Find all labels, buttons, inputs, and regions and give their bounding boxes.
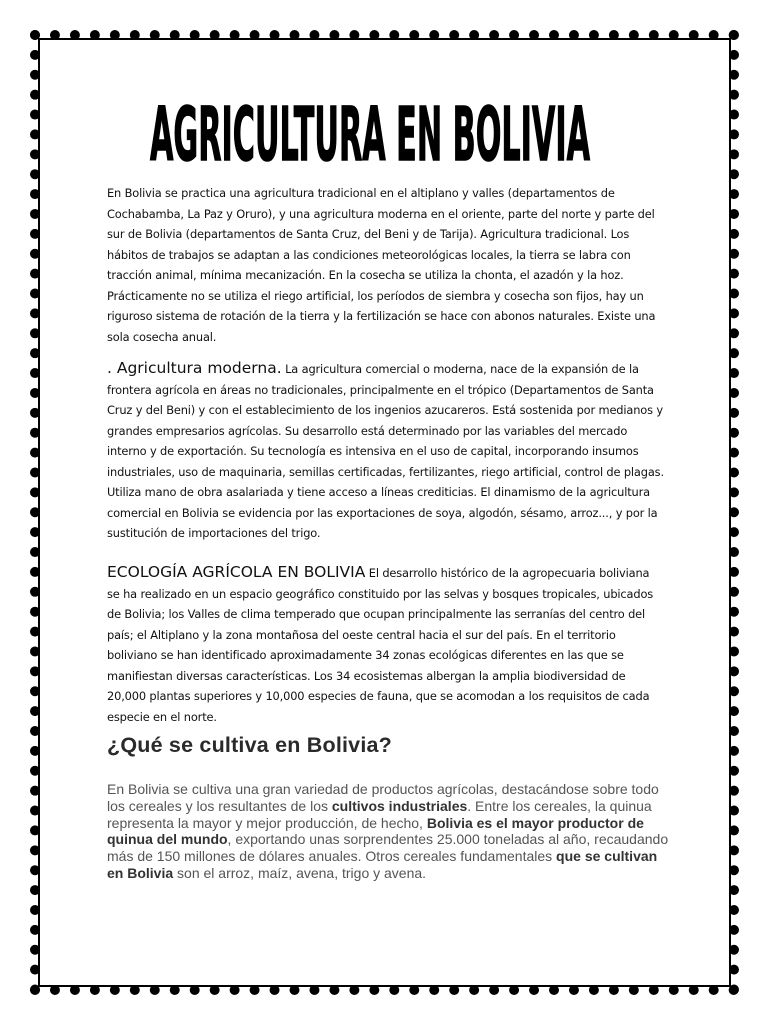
text-part: , exportando unas sorprendentes 25.000 toneladas al año, recaudando más de 150 millones de dólares anuales. Otros cereales fundamentales: [107, 831, 669, 865]
text-part: En Bolivia se cultiva una gran variedad de productos agrícolas, destacándose sobre todo los cereales y los resultantes de los: [107, 781, 659, 814]
heading-que-se-cultiva: ¿Qué se cultiva en Bolivia?: [107, 733, 392, 757]
paragraph-que-se-cultiva: [107, 781, 677, 882]
text-agricultura-moderna: La agricultura comercial o moderna, nace de la expansión de la frontera agrícola en áreas no tradicionales, principalmente en el trópico (Departamentos de Santa Cruz y del Beni) y con el establecimiento de los ingenios azucareros. Está sostenida por medianos y grandes empresarios agrícolas. Su desarrollo está determinado por las variables del mercado interno y de exportación. Su tecnología es intensiva en el uso de capital, incorporando insumos industriales, uso de maquinaria, semillas certificadas, fertilizantes, riego artificial, control de plagas. Utiliza mano de obra asalariada y tiene acceso a líneas crediticias. El dinamismo de la agricultura comercial en Bolivia se evidencia por las exportaciones de soya, algodón, sésamo, arroz..., y por la sustitución de importaciones del trigo.: [107, 362, 664, 540]
bold-que-se-cultivan: que se cultivan en Bolivia: [107, 848, 658, 881]
title-wordart: [140, 88, 600, 178]
paragraph-agricultura-moderna: [107, 358, 665, 544]
lead-ecologia: ECOLOGÍA AGRÍCOLA EN BOLIVIA: [107, 563, 366, 581]
bold-cultivos-industriales: cultivos industriales: [331, 797, 468, 814]
paragraph-intro: En Bolivia se practica una agricultura tradicional en el altiplano y valles (departamentos de Cochabamba, La Paz y Oruro), y una agricultura moderna en el oriente, parte del norte y parte del sur de Bolivia (departamentos de Santa Cruz, del Beni y de Tarija). Agricultura tradicional. Los hábitos de trabajos se adaptan a las condiciones meteorológicas locales, la tierra se labra con tracción animal, mínima mecanización. En la cosecha se utiliza la chonta, el azadón y la hoz. Prácticamente no se utiliza el riego artificial, los períodos de siembra y cosecha son fijos, hay un riguroso sistema de rotación de la tierra y la fertilización se hace con abonos naturales. Existe una sola cosecha anual.: [107, 186, 656, 344]
paragraph-ecologia: [107, 562, 665, 727]
page-title: AGRICULTURA EN BOLIVIA: [150, 92, 590, 178]
bold-mayor-productor: Bolivia es el mayor productor de quinua del mundo: [107, 814, 644, 848]
lead-agricultura-moderna: . Agricultura moderna.: [107, 359, 282, 377]
text-ecologia: El desarrollo histórico de la agropecuaria boliviana se ha realizado en un espacio geográfico constituido por las selvas y bosques tropicales, ubicados de Bolivia; los Valles de clima temperado que ocupan principalmente las serranías del centro del país; el Altiplano y la zona montañosa del oeste central hacia el sur del país. En el territorio boliviano se han identificado aproximadamente 34 zonas ecológicas diferentes en las que se manifiestan diversas características. Los 34 ecosistemas albergan la amplia biodiversidad de 20,000 plantas superiores y 10,000 especies de fauna, que se acomodan a los requisitos de cada especie en el norte.: [107, 566, 654, 724]
text-part: son el arroz, maíz, avena, trigo y avena.: [173, 864, 427, 881]
text-part: . Entre los cereales, la quinua representa la mayor y mejor producción, de hecho,: [107, 797, 652, 831]
